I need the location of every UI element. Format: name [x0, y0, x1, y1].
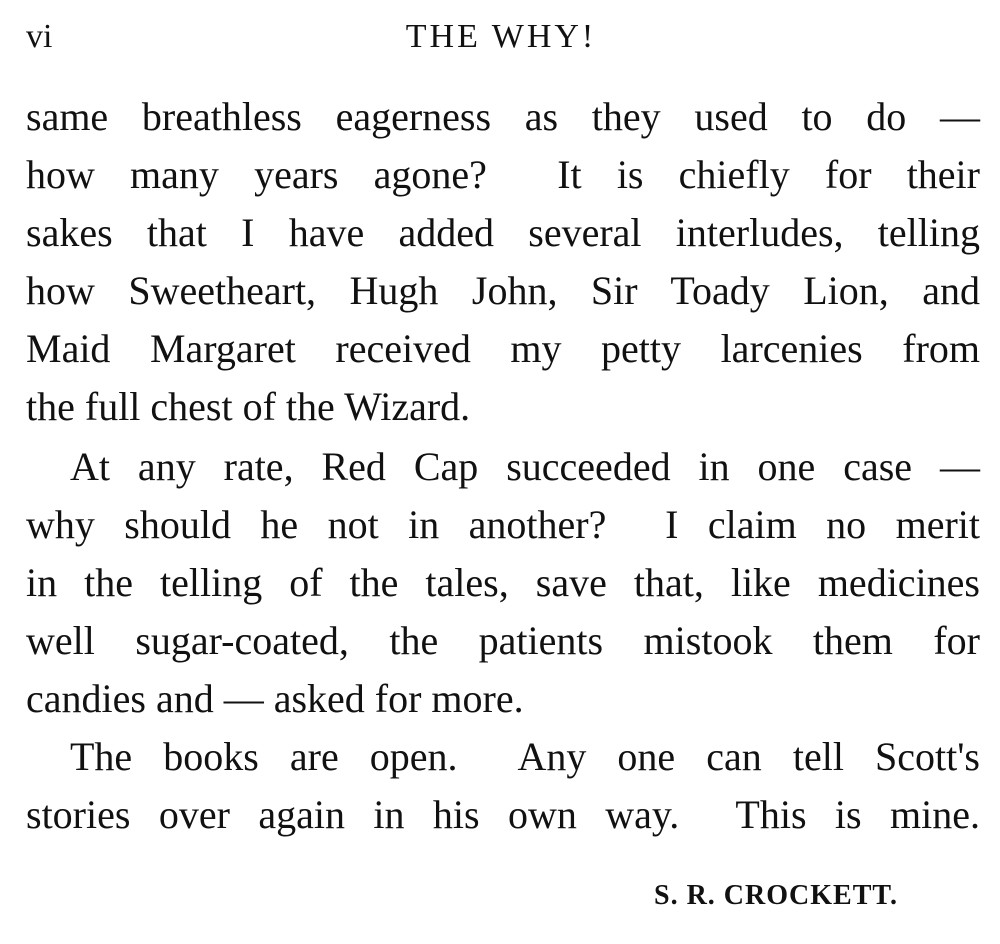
text-line: in the telling of the tales, save that, like medicines — [26, 560, 980, 605]
author-signature: S. R. CROCKETT. — [654, 880, 898, 911]
text-line: At any rate, Red Cap succeeded in one case — — [70, 444, 980, 489]
text-line: The books are open. Any one can tell Scott's — [70, 734, 980, 779]
page-number: vi — [26, 18, 53, 55]
running-head — [26, 14, 976, 60]
text-line: how Sweetheart, Hugh John, Sir Toady Lion, and — [26, 268, 980, 313]
text-line: stories over again in his own way. This is mine. — [26, 792, 980, 837]
text-line: sakes that I have added several interludes, telling — [26, 210, 980, 255]
text-line: how many years agone? It is chiefly for their — [26, 152, 980, 197]
text-line: well sugar-coated, the patients mistook them for — [26, 618, 980, 663]
text-line: the full chest of the Wizard. — [26, 384, 471, 429]
text-line: same breathless eagerness as they used to do — — [26, 94, 980, 139]
text-line: why should he not in another? I claim no merit — [26, 502, 980, 547]
text-line: Maid Margaret received my petty larcenies from — [26, 326, 980, 371]
text-line: candies and — asked for more. — [26, 676, 524, 721]
running-title: THE WHY! — [405, 18, 597, 55]
